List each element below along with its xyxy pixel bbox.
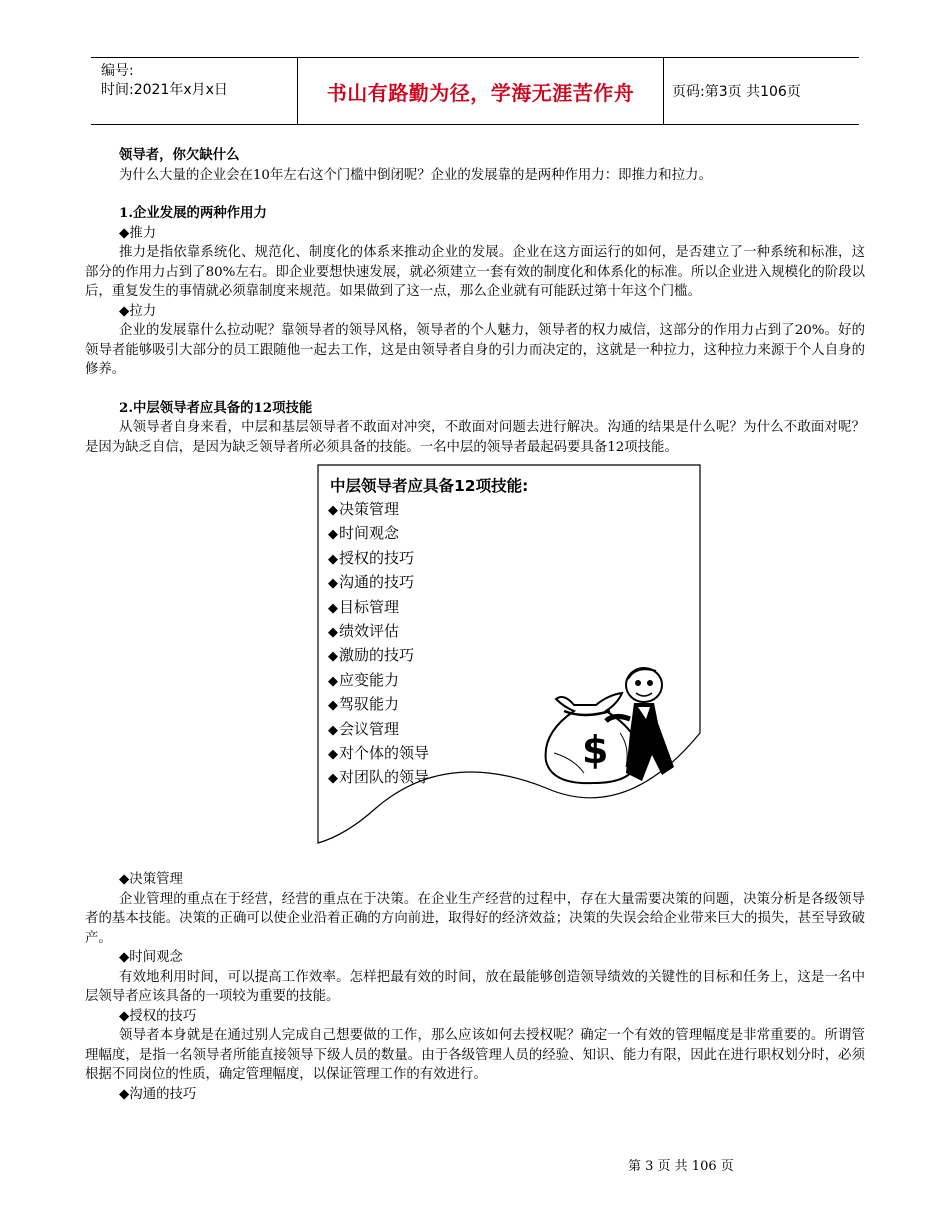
pull-paragraph: 企业的发展靠什么拉动呢？靠领导者的领导风格，领导者的个人魅力，领导者的权力威信，这部分的作用力占到了20%。好的领导者能够吸引大部分的员工跟随他一起去工作，这是由领导者自身的引力而决定的，这就是一种拉力，这种拉力来源于个人自身的修养。 bbox=[85, 323, 865, 377]
money-bag-cartoon-icon bbox=[534, 663, 684, 788]
skill-item: ◆对个体的领导 bbox=[328, 743, 430, 762]
header-page-info: 页码:第3页 共106页 bbox=[672, 84, 801, 100]
skill-item: ◆会议管理 bbox=[328, 719, 400, 738]
section-1-heading: 1.企业发展的两种作用力 bbox=[119, 205, 267, 221]
document-body bbox=[85, 146, 865, 1104]
skill-item: ◆对团队的领导 bbox=[328, 768, 430, 787]
communication-subheading: ◆沟通的技巧 bbox=[119, 1086, 197, 1102]
delegate-subheading: ◆授权的技巧 bbox=[119, 1008, 197, 1024]
header-motto: 书山有路勤为径，学海无涯苦作舟 bbox=[297, 58, 664, 124]
skill-item: ◆应变能力 bbox=[328, 670, 400, 689]
article-title: 领导者，你欠缺什么 bbox=[119, 147, 240, 163]
intro-paragraph: 为什么大量的企业会在10年左右这个门槛中倒闭呢？企业的发展靠的是两种作用力：即推力和拉力。 bbox=[119, 167, 712, 183]
delegate-paragraph: 领导者本身就是在通过别人完成自己想要做的工作，那么应该如何去授权呢？确定一个有效的管理幅度是非常重要的。所谓管理幅度，是指一名领导者所能直接领导下级人员的数量。由于各级管理人员的经验、知识、能力有限，因此在进行职权划分时，必须根据不同岗位的性质，确定管理幅度，以保证管理工作的有效进行。 bbox=[85, 1028, 865, 1082]
decision-paragraph: 企业管理的重点在于经营，经营的重点在于决策。在企业生产经营的过程中，存在大量需要决策的问题，决策分析是各级领导者的基本技能。决策的正确可以使企业沿着正确的方向前进，取得好的经济效益；决策的失误会给企业带来巨大的损失，甚至导致破产。 bbox=[85, 891, 865, 946]
time-subheading: ◆时间观念 bbox=[119, 950, 183, 965]
svg-text:$: $ bbox=[582, 728, 609, 772]
skill-item: ◆时间观念 bbox=[328, 524, 400, 543]
skills-title: 中层领导者应具备12项技能: bbox=[330, 477, 529, 495]
push-subheading: ◆推力 bbox=[119, 225, 157, 241]
header-meta bbox=[91, 58, 297, 124]
skill-item: ◆目标管理 bbox=[328, 597, 400, 616]
decision-subheading: ◆决策管理 bbox=[119, 872, 183, 887]
skill-item: ◆驾驭能力 bbox=[328, 695, 400, 714]
skills-figure bbox=[316, 463, 702, 858]
skill-item: ◆沟通的技巧 bbox=[328, 573, 415, 592]
skill-item: ◆绩效评估 bbox=[328, 621, 400, 640]
section-2-heading: 2.中层领导者应具备的12项技能 bbox=[119, 399, 313, 416]
header-number-label: 编号: bbox=[101, 63, 134, 79]
section-2-paragraph: 从领导者自身来看，中层和基层领导者不敢面对冲突，不敢面对问题去进行解决。沟通的结果是什么呢？为什么不敢面对呢？是因为缺乏自信，是因为缺乏领导者所必须具备的技能。一名中层的领导者最起码要具备12项技能。 bbox=[85, 420, 865, 455]
page-header bbox=[91, 57, 859, 125]
push-paragraph: 推力是指依靠系统化、规范化、制度化的体系来推动企业的发展。企业在这方面运行的如何，是否建立了一种系统和标准，这部分的作用力占到了80%左右。即企业要想快速发展，就必须建立一套有效的制度化和体系化的标准。所以企业进入规模化的阶段以后，重复发生的事情就必须靠制度来规范。如果做到了这一点，那么企业就有可能跃过第十年这个门槛。 bbox=[85, 245, 865, 299]
time-paragraph: 有效地利用时间，可以提高工作效率。怎样把最有效的时间，放在最能够创造领导绩效的关键性的目标和任务上，这是一名中层领导者应该具备的一项较为重要的技能。 bbox=[85, 969, 865, 1004]
skill-item: ◆授权的技巧 bbox=[328, 548, 415, 567]
skills-list bbox=[328, 497, 429, 790]
skill-item: ◆决策管理 bbox=[328, 500, 400, 518]
page-footer: 第 3 页 共 106 页 bbox=[628, 1159, 734, 1174]
skill-item: ◆激励的技巧 bbox=[328, 646, 415, 665]
pull-subheading: ◆拉力 bbox=[119, 303, 157, 319]
header-time-label: 时间:2021年x月x日 bbox=[101, 82, 228, 98]
